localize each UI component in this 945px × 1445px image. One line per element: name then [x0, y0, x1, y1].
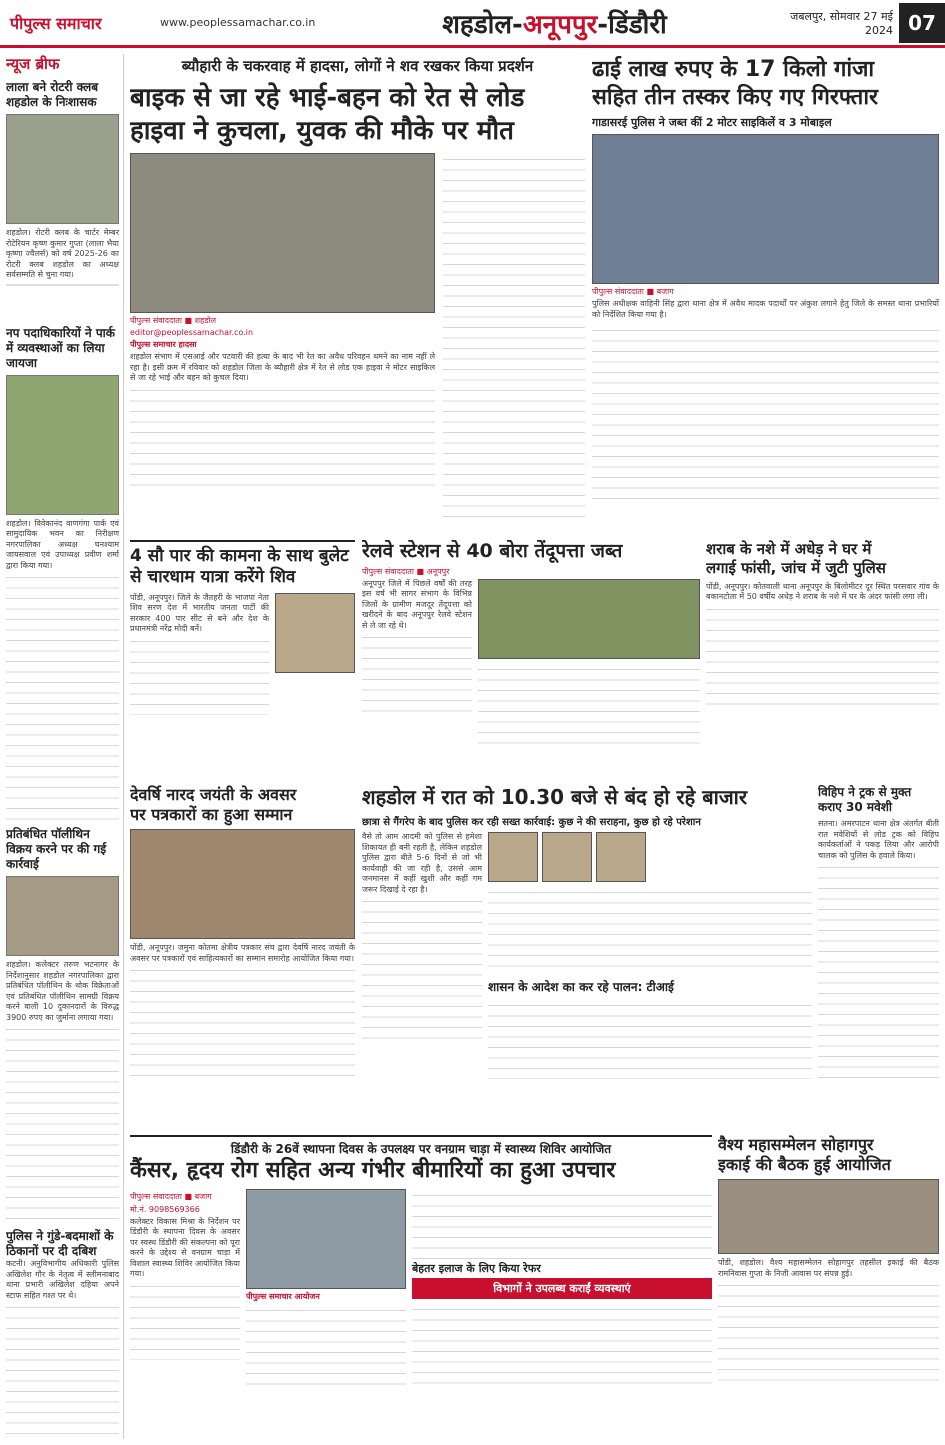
story-headline: शहडोल में रात को 10.30 बजे से बंद हो रहे बाजार — [362, 785, 748, 809]
story-headline-line1: देवर्षि नारद जयंती के अवसर — [130, 785, 297, 804]
brief-headline: पुलिस ने गुंडे-बदमाशों के ठिकानों पर दी दबिश — [6, 1229, 114, 1258]
arrest-photo — [592, 134, 939, 284]
story-byline: पीपुल्स संवाददाता ■ बजाग — [130, 1191, 212, 1201]
brief-text: कटनी। अनुविभागीय अधिकारी पुलिस अखिलेश गौर के नेतृत्व में स्लीमनाबाद थाना प्रभारी अखिलेश दहिया अपने स्टाफ सहित गश्त पर थे। — [6, 1259, 119, 1300]
masthead — [0, 0, 945, 48]
story-body: पोंडी, शहडोल। वैश्य महासम्मेलन सोहागपुर तहसील इकाई की बैठक रामनिवास गुप्ता के निजी आवास पर संपन्न हुई। — [718, 1258, 939, 1278]
story-headline-line1: शराब के नशे में अधेड़ ने घर में — [706, 540, 872, 558]
story-subhead: गाडासरई पुलिस ने जब्त कीं 2 मोटर साइकिलें व 3 मोबाइल — [592, 116, 832, 129]
quote-headline: शासन के आदेश का कर रहे पालन: टीआई — [488, 980, 674, 994]
story-email[interactable]: editor@peoplessamachar.co.in — [130, 328, 254, 337]
story-tendupatta — [362, 540, 700, 780]
story-narad-jayanti — [130, 785, 355, 1130]
story-kicker: डिंडौरी के 26वें स्थापना दिवस के उपलक्ष्य पर वनग्राम चाड़ा में स्वास्थ्य शिविर आयोजित — [230, 1142, 612, 1156]
story-headline-line2: लगाई फांसी, जांच में जुटी पुलिस — [706, 558, 886, 577]
photo-group-image — [6, 114, 119, 224]
felicitation-photo — [130, 829, 355, 939]
brief-item — [6, 1229, 119, 1439]
photo-park-image — [6, 375, 119, 515]
photo-raid-image — [6, 876, 119, 956]
health-camp-photo — [246, 1189, 406, 1289]
brief-headline: प्रतिबंधित पॉलीथिन विक्रय करने पर की गई कार्रवाई — [6, 827, 107, 871]
brief-text: शहडोल। रोटरी क्लब के चार्टर मेम्बर रोटेरियन कृष्ण कुमार गुप्ता (लाला भैया कृष्णा ज्वैलर्स) को वर्ष 2025-26 का रोटरी क्लब शहडोल का अध्यक्ष सर्वसम्मति से चुना गया। — [6, 228, 119, 279]
story-chardham — [130, 540, 355, 780]
story-headline: विहिप ने ट्रक से मुक्त कराए 30 मवेशी — [818, 785, 912, 814]
brief-headline: नप पदाधिकारियों ने पार्क में व्यवस्थाओं का लिया जायजा — [6, 325, 116, 370]
brief-text: शहडोल। विवेकानंद वाणगंगा पार्क एवं सामुदायिक भवन का निरीक्षण नगरपालिका अध्यक्ष घनश्याम जायसवाल एवं उपाध्यक्ष प्रवीण शर्मा द्वारा किया गया। — [6, 518, 119, 570]
story-headline-line2: हाइवा ने कुचला, युवक की मौके पर मौत — [130, 115, 514, 146]
tendu-photo — [478, 579, 700, 659]
story-ganja — [592, 56, 939, 536]
portrait-photo — [275, 593, 355, 673]
section-title-part1: शहडोल- — [442, 9, 523, 40]
story-body: वैसे तो आम आदमी को पुलिस से हमेशा शिकायत ही बनी रहती है, लेकिन शहडोल पुलिस द्वारा बीते 5-6 दिनों से जो भी कार्यवाही की जा रही है, उससे आम जनमानस में कहीं खुशी और कहीं गम जरूर दिखाई दे रहा है। — [362, 832, 482, 894]
section-title — [330, 5, 779, 41]
story-mobile: मो.नं. 9098569366 — [130, 1204, 200, 1214]
story-kicker: ब्यौहारी के चकरवाह में हादसा, लोगों ने शव रखकर किया प्रदर्शन — [181, 57, 534, 75]
story-headline-line2: सहित तीन तस्कर किए गए गिरफ्तार — [592, 84, 879, 110]
section-label: पीपुल्स समाचार आयोजन — [246, 1291, 320, 1301]
story-byline: पीपुल्स संवाददाता ■ शहडोल — [130, 316, 217, 325]
story-byline: पीपुल्स संवाददाता ■ बजाग — [592, 287, 674, 296]
meeting-photo — [718, 1179, 939, 1254]
accident-photo — [130, 153, 435, 313]
brief-item — [6, 80, 119, 286]
dateline: जबलपुर, सोमवार 27 मई 2024 — [790, 9, 893, 37]
story-headline: रेलवे स्टेशन से 40 बोरा तेंदूपत्ता जब्त — [362, 540, 623, 562]
news-brief-tag: न्यूज ब्रीफ — [6, 55, 60, 73]
story-market-closure — [362, 785, 812, 1130]
brief-text: शहडोल। कलेक्टर तरुण भटनागर के निर्देशानुसार शहडोल नगरपालिका द्वारा प्रतिबंधित पॉलीथिन के थोक विक्रेताओं एवं प्रतिबंधित पॉलीथिन सामग्री विक्रय करने वाली 10 दुकानदारों के विरुद्ध 3900 रुपए का जुर्माना लगाया गया। — [6, 960, 119, 1022]
page-number: 07 — [899, 3, 945, 43]
story-headline: कैंसर, हृदय रोग सहित अन्य गंभीर बीमारियों का हुआ उपचार — [130, 1158, 616, 1183]
story-subhead: बेहतर इलाज के लिए किया रेफर — [412, 1261, 541, 1275]
story-headline-line2: से चारधाम यात्रा करेंगे शिव — [130, 567, 296, 588]
story-body: शहडोल संभाग में एसआई और पटवारी की हत्या के बाद भी रेत का अवैध परिवहन थमने का नाम नहीं ले रहा है। इसी क्रम में रविवार को शहडोल जिला के ब्यौहारी क्षेत्र में रेत से लोड एक हाइवा ने मोटर साइकिल से जा रहे भाई और बहन को कुचल दिया। — [130, 352, 435, 382]
story-headline-line2: इकाई की बैठक हुई आयोजित — [718, 1155, 891, 1174]
story-health-camp — [130, 1135, 712, 1440]
news-brief-column — [6, 54, 124, 1439]
portrait-photo — [542, 832, 592, 882]
story-byline: पीपुल्स संवाददाता ■ अनूपपुर — [362, 566, 450, 576]
portrait-photo — [488, 832, 538, 882]
story-body: पोंडी, अनूपपुर। जिले के जैतहरी के भाजपा नेता शिव सरण देश में भारतीय जनता पार्टी की सरकार 400 पार सीट से बने और देश के प्रधानमंत्री नरेंद्र मोदी बनें। — [130, 592, 269, 633]
story-body: पोंडी, अनूपपुर। कोतवाली थाना अनूपपुर के बिलोमीटर दूर स्थित परसवार गांव के बकानटोला में 50 वर्षीय अधेड़ ने शराब के नशे में घर के अंदर फांसी लगा ली। — [706, 581, 939, 601]
story-headline-line2: पर पत्रकारों का हुआ सम्मान — [130, 805, 293, 824]
story-body: पुलिस अधीक्षक वाहिनी सिंह द्वारा थाना क्षेत्र में अवैध मादक पदार्थों पर अंकुश लगाने हेतु जिले के समस्त थाना प्रभारियों को निर्देशित किया गया है। — [592, 299, 939, 319]
brief-item — [6, 326, 119, 822]
story-body: अनूपपुर जिले में पिछले वर्षों की तरह इस वर्ष भी सागर संभाग के विभिन्न जिलों के ग्रामीण मजदूर तेंदूपत्ता को खरीदने के बाद अनूपपुर रेलवे स्टेशन से ले जा रहे थे। — [362, 578, 472, 630]
story-headline-line1: बाइक से जा रहे भाई-बहन को रेत से लोड — [130, 83, 525, 113]
brand-logo: पीपुल्स समाचार — [10, 13, 102, 33]
brief-item — [6, 827, 119, 1223]
section-title-part3: -डिंडौरी — [597, 9, 667, 40]
section-title-part2: अनूपपुर — [522, 9, 598, 40]
story-cattle — [818, 785, 939, 1130]
story-headline-line1: ढाई लाख रुपए के 17 किलो गांजा — [592, 57, 875, 82]
story-subhead: छात्रा से गैंगरेप के बाद पुलिस कर रही सख्त कार्रवाई: कुछ ने की सराहना, कुछ हो रहे परेशान — [362, 817, 701, 828]
story-vaishya-meeting — [718, 1135, 939, 1440]
story-body: सतना। अमरपाटन थाना क्षेत्र अंतर्गत बीती रात मवेशियों से लोड ट्रक को विहिप कार्यकर्ताओं ने पकड़ लिया और आरोपी चालक को पुलिस के हवाले किया। — [818, 819, 939, 860]
banner-label: विभागों ने उपलब्ध कराईं व्यवस्थाएं — [412, 1278, 712, 1299]
story-body: पोंडी, अनूपपुर। जमुना कोतमा क्षेत्रीय पत्रकार संघ द्वारा देवर्षि नारद जयंती के अवसर पर पत्रकारों एवं साहित्यकारों का सम्मान समारोह आयोजित किया गया। — [130, 943, 355, 963]
story-headline-line1: 4 सौ पार की कामना के साथ बुलेट — [130, 546, 349, 566]
section-label: पीपुल्स समाचार हादसा — [130, 340, 197, 349]
portrait-photo — [596, 832, 646, 882]
site-url[interactable]: www.peoplessamachar.co.in — [160, 16, 316, 29]
brief-headline: लाला बने रोटरी क्लब शहडोल के निःशासक — [6, 80, 99, 109]
story-suicide — [706, 540, 939, 780]
story-headline-line1: वैश्य महासम्मेलन सोहागपुर — [718, 1135, 874, 1154]
story-body: कलेक्टर विकास मिश्रा के निर्देशन पर डिंडौरी के स्थापना दिवस के अवसर पर स्वस्थ डिंडौरी की संकल्पना को पूरा करने के उद्देश्य से वनग्राम चाड़ा में विशाल स्वास्थ्य शिविर आयोजित किया गया। — [130, 1216, 240, 1278]
story-accident — [130, 56, 585, 536]
